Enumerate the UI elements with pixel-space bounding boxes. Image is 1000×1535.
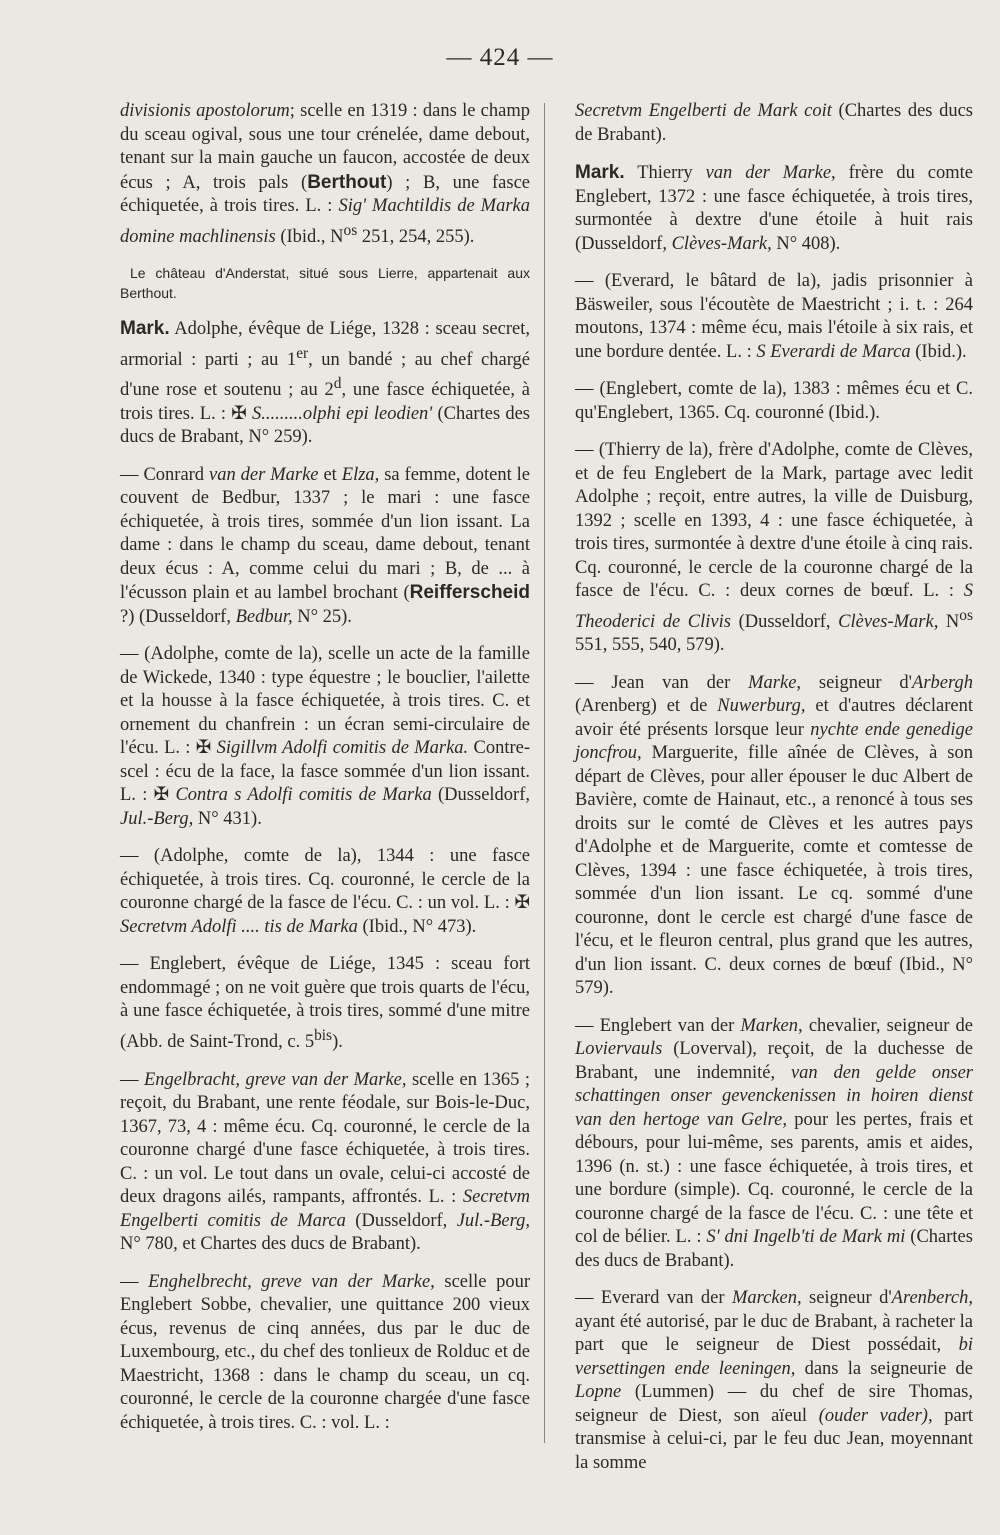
text: (Chartes des ducs de Brabant). [575, 101, 973, 145]
entry-thierry-clives [575, 439, 973, 658]
footnote: Le château d'Anderstat, situé sous Lierre, appartenait aux Berthout. [120, 265, 530, 302]
text: ; scelle en 1319 : dans le champ du sceau ogival, sous une tour crénelée, dame debout, tenant sur la main gauche un faucon, accostée de deux écus ; A, trois pals ( [120, 101, 530, 193]
text: et d'autres déclarent avoir été présents lorsque leur [575, 696, 973, 740]
italic-text: Loviervauls [575, 1039, 663, 1060]
text: N [938, 611, 960, 632]
legend-italic: Secretvm Engelberti comitis de Marca [120, 1187, 530, 1231]
superscript: os [343, 221, 358, 239]
entry-everard-marcken [575, 1287, 973, 1475]
text: ). [332, 1032, 343, 1053]
text: seigneur d' [801, 1288, 892, 1309]
legend-italic: S Theoderici de Clivis [575, 581, 973, 632]
text: , un bandé ; au chef chargé d'une rose et soutenu ; au 2 [120, 349, 530, 401]
italic-text: Enghelbrecht, greve van der Marke, [148, 1271, 435, 1292]
text: (Thierry de la), frère d'Adolphe, comte de Clèves, et de feu Englebert de la Mark, partage avec ledit Adolphe ; reçoit, entre autres, la ville de Duisburg, 1392 ; scelle en 1393, 4 : une fasce échiquetée, à trois tires, surmontée à dextre d'une étoile à cinq rais. Cq. couronné, le cercle de la couronne chargé de la fasce de l'écu. C. : deux cornes de bœuf. L. : [575, 440, 974, 601]
entry-mark-thierry [575, 161, 973, 256]
italic-text: Jul.-Berg, [120, 808, 194, 829]
entry-adolphe-1344 [120, 845, 530, 939]
text: N° 780, et Chartes des ducs de Brabant). [120, 1234, 421, 1255]
entry-englebert-1383 [575, 378, 973, 425]
text: , une fasce échiquetée, à trois tires. L. : ✠ [120, 380, 530, 424]
bold-name: Berthout [307, 171, 387, 193]
text: frère du comte Englebert, 1372 : une fasce échiquetée, à trois tires, surmontée à dextre d'une étoile à huit rais (Dusseldorf, [575, 163, 974, 254]
text: 551, 555, 540, 579). [575, 635, 725, 656]
italic-text: Arbergh [912, 672, 973, 693]
italic-text: bi versettingen ende leeningen, [575, 1335, 973, 1379]
text: (Adolphe, comte de la), scelle un acte de la famille de Wickede, 1340 : type équestre ; le bouclier, l'ailette et la housse à la fasce échiquetée, à trois tires. C. et ornement du chanfrein : un écran semi-circulaire de l'écu. L. : ✠ [120, 644, 531, 759]
text: Thierry [624, 163, 706, 183]
entry-engelbracht [120, 1069, 530, 1257]
text: (Dusseldorf, [431, 785, 530, 806]
superscript: er [296, 344, 309, 362]
bold-name: Reifferscheid [409, 582, 530, 604]
italic-text: Jul.-Berg, [456, 1210, 530, 1231]
italic-text: Elza, [341, 464, 380, 485]
text: (Adolphe, comte de la), 1344 : une fasce échiquetée, à trois tires. Cq. couronné, le cercle de la couronne chargé de la fasce de l'écu. C. : un vol. L. : ✠ [120, 846, 530, 914]
entry-heading: Mark. [575, 162, 625, 183]
italic-text: Marcken, [731, 1288, 802, 1309]
entry-enghelbrecht [120, 1271, 530, 1436]
entry-heading: Mark. [120, 318, 170, 340]
text: N° 25). [292, 606, 352, 627]
text: part transmise à celui-ci, par le feu duc Jean, moyennant la somme [575, 1405, 974, 1473]
text: pour les pertes, frais et débours, pour lui-même, ses parents, amis et aides, 1396 (n. st.) : une fasce échiquetée, à trois tires, et une bordure (simple). Cq. couronné, le cercle de la couronne chargé de la fasce de l'écu. C. : une tête et col de bélier. L. : [575, 1109, 973, 1248]
text: Conrard [143, 464, 209, 485]
italic-text: (ouder vader), [818, 1405, 933, 1426]
text: et [318, 464, 342, 485]
italic-text: Lopne [575, 1382, 622, 1403]
text: (Lummen) — du chef de sire Thomas, seigneur de Diest, son aïeul [575, 1382, 973, 1426]
italic-text: van der Marke [209, 464, 319, 485]
text: (Ibid.). [910, 341, 967, 362]
entry-englebert-marken [575, 1015, 973, 1274]
text: ) ; B, une fasce échiquetée, à trois tires. L. : [120, 172, 530, 216]
entry-jean-arbergh [575, 672, 973, 1001]
entry-adolphe-1340 [120, 643, 530, 831]
entry-englebert-eveque [120, 953, 530, 1054]
text: N° 431). [193, 808, 262, 829]
column-divider [544, 103, 545, 1443]
legend-italic: S' dni Ingelb'ti de Mark mi [706, 1227, 906, 1248]
entry-conrard [120, 464, 530, 630]
text: chevalier, seigneur de [802, 1015, 974, 1036]
superscript: os [959, 606, 973, 624]
legend-italic: Secretvm Engelberti de Mark coit [575, 101, 832, 121]
legend-italic: S.........olphi epi leodien' [251, 403, 433, 424]
text: sa femme, dotent le couvent de Bedbur, 1337 ; le mari : une fasce échiquetée, à trois tires, sommée d'un lion issant. La dame : dans le champ du sceau, dame debout, tenant deux écus : A, comme celui du mari ; B, de ... à l'écusson plain et au lambel brochant ( [120, 464, 531, 604]
text: dans la seigneurie de [795, 1358, 974, 1379]
text: Englebert van der [599, 1015, 741, 1036]
text: Jean van der [611, 672, 749, 693]
text: Contre-scel : écu de la face, la fasce sommée d'un lion issant. L. : ✠ [120, 738, 531, 806]
text: (Ibid., N° 473). [357, 916, 477, 937]
text: Englebert, évêque de Liége, 1345 : sceau fort endommagé ; on ne voit guère que trois quarts de l'écu, à une fasce échiquetée, à trois tires, sommé d'une mitre (Abb. de Saint-Trond, c. 5 [120, 954, 531, 1053]
text: Everard van der [600, 1288, 732, 1309]
italic-text: Bedbur, [235, 606, 293, 627]
italic-text: van der Marke, [705, 163, 836, 183]
text: scelle en 1365 ; reçoit, du Brabant, une rente féodale, sur Bois-le-Duc, 1367, 73, 4 : même écu. Cq. couronné, le cercle de la couronne chargé d'une fasce échiquetée, à trois tires. C. : un vol. Le tout dans un ovale, celui-ci accosté de deux dragons ailés, rampants, affrontés. L. : [120, 1069, 530, 1208]
text: ?) (Dusseldorf, [120, 606, 236, 627]
italic-text: van den gelde onser schattingen onser gevenckenissen in hoiren dienst van den hertoge van Gelre, [575, 1062, 973, 1130]
text: (Everard, le bâtard de la), jadis prisonnier à Bäsweiler, sous l'écoutète de Maestricht ; i. t. : 264 moutons, 1374 : même écu, mais l'étoile à six rais, et une bordure dentée. L. : [575, 271, 973, 362]
entry-mark-adolphe [120, 317, 530, 450]
text: ayant été autorisé, par le duc de Brabant, à racheter la part que le seigneur de Diest possédait, [575, 1311, 973, 1356]
text: (Dusseldorf, [730, 611, 839, 632]
entry-engelberti-continued [575, 100, 973, 147]
italic-text: Arenberch, [891, 1288, 973, 1309]
text: Marguerite, fille aînée de Clèves, à son départ de Clèves, pour aller épouser le duc Albert de Bavière, comte de Hainaut, etc., a renoncé à tous ses droits sur le comté de Clèves et les autres pays d'Adolphe et de Marguerite, comte et comtesse de Clèves, 1394 : une fasce échiquetée, à trois tires, sommée d'un lion issant. Le cq. sommé d'une couronne, dont le cercle est chargé d'une fasce de l'écu, et le fleuron central, plus grand que les autres, d'un lion issant. C. deux cornes de bœuf (Ibid., N° 579). [575, 743, 973, 999]
text: scelle pour Englebert Sobbe, chevalier, une quittance 200 vieux écus, revenus de cinq années, dus par le duc de Luxembourg, etc., du chef des tonlieux de Rolduc et de Maestricht, 1368 : dans le champ du sceau, un cq. couronné, le cercle de la couronne chargée d'une fasce échiquetée, à trois tires. C. : vol. L. : [120, 1271, 531, 1433]
italic-text: Nuwerburg, [717, 696, 806, 717]
text: (Englebert, comte de la), 1383 : mêmes écu et C. qu'Englebert, 1365. Cq. couronné (Ibid.). [575, 379, 974, 423]
page-number: — 424 — [446, 44, 554, 71]
superscript: d [333, 375, 342, 393]
italic-text: Engelbracht, greve van der Marke, [143, 1069, 407, 1090]
left-column [120, 100, 530, 1449]
text: 251, 254, 255). [357, 226, 475, 247]
text: seigneur d' [801, 672, 913, 693]
legend-italic: Sigillvm Adolfi comitis de Marka. [216, 738, 469, 759]
legend-italic: Sig' Machtildis de Marka domine machlinensis [120, 196, 530, 247]
text: N° 408). [771, 233, 841, 254]
text: (Chartes des ducs de Brabant). [575, 1227, 973, 1271]
italic-text: nychte ende genedige joncfrou, [575, 719, 973, 764]
text: Adolphe, évêque de Liége, 1328 : sceau secret, armorial : parti ; au 1 [120, 319, 530, 370]
entry-everard-batard [575, 270, 973, 364]
italic-text: Clèves-Mark, [671, 233, 772, 254]
text: (Loverval), reçoit, de la duchesse de Brabant, une indemnité, [575, 1039, 973, 1083]
text: (Arenberg) et de [575, 696, 718, 717]
text: (Ibid., N [275, 226, 344, 247]
entry-berthout-continued [120, 100, 530, 249]
legend-italic: S Everardi de Marca [756, 341, 911, 362]
italic-text: Clèves-Mark, [838, 611, 939, 632]
legend-italic: Contra s Adolfi comitis de Marka [175, 785, 432, 806]
italic-text: Marke, [748, 672, 802, 693]
text: (Chartes des ducs de Brabant, N° 259). [120, 403, 530, 448]
text: (Dusseldorf, [345, 1210, 457, 1231]
right-column [575, 100, 973, 1489]
legend-italic: Secretvm Adolfi .... tis de Marka [120, 916, 358, 937]
superscript: bis [314, 1026, 333, 1044]
italic-text: Marken, [740, 1015, 803, 1036]
italic-text: divisionis apostolorum [120, 101, 290, 121]
